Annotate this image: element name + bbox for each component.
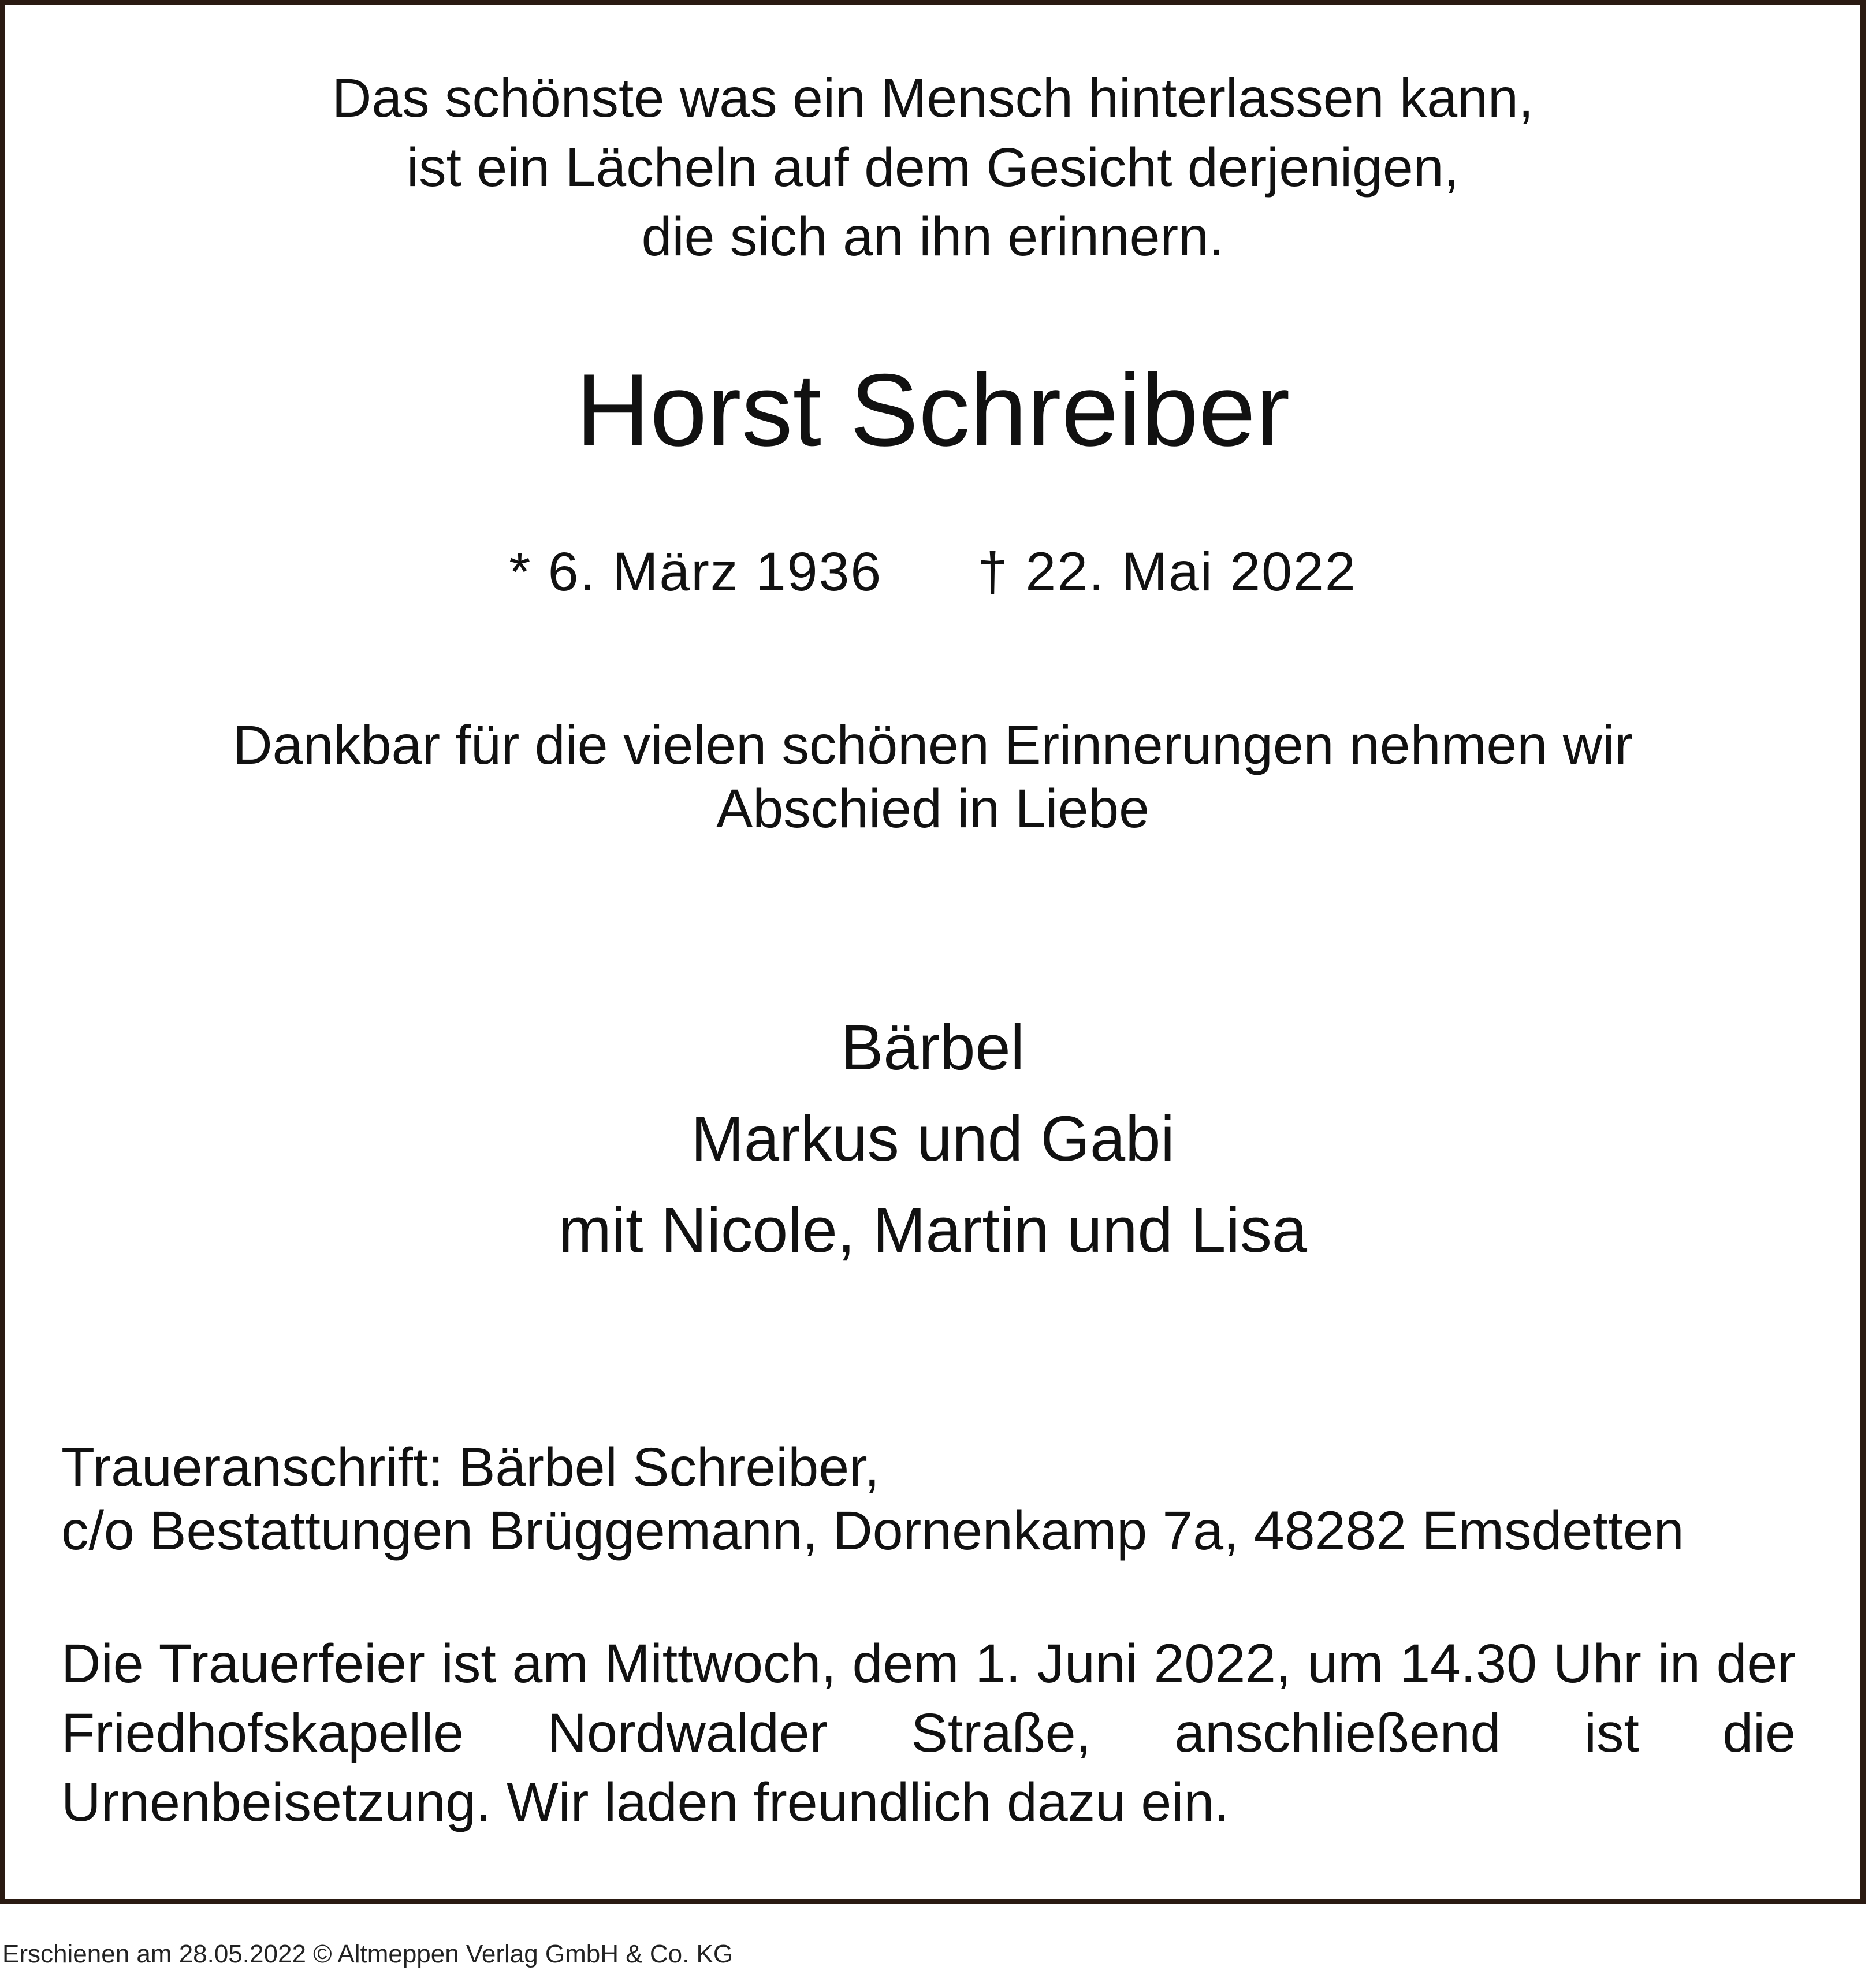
funeral-service-info: Die Trauerfeier ist am Mittwoch, dem 1. Juni 2022, um 14.30 Uhr in der Friedhofskapelle Nordwalder Straße, anschließend ist die Urnenbeisetzung. Wir laden freundlich dazu ein. bbox=[61, 1633, 1796, 1833]
life-dates bbox=[0, 534, 1866, 609]
memorial-quote bbox=[0, 64, 1866, 272]
mourner-line: mit Nicole, Martin und Lisa bbox=[558, 1195, 1308, 1266]
deceased-name: Horst Schreiber bbox=[575, 352, 1290, 467]
thanks-line: Abschied in Liebe bbox=[716, 778, 1149, 839]
quote-line: ist ein Lächeln auf dem Gesicht derjenigen, bbox=[407, 137, 1459, 198]
mourner-line: Markus und Gabi bbox=[691, 1103, 1175, 1174]
mourners-list bbox=[0, 1002, 1866, 1276]
quote-line: Das schönste was ein Mensch hinterlassen kann, bbox=[332, 68, 1534, 129]
address-line: c/o Bestattungen Brüggemann, Dornenkamp 7a, 48282 Emsdetten bbox=[61, 1500, 1684, 1561]
publication-footer: Erschienen am 28.05.2022 © Altmeppen Verlag GmbH & Co. KG bbox=[2, 1940, 734, 1968]
death-date: † 22. Mai 2022 bbox=[977, 541, 1357, 603]
address-line: Traueranschrift: Bärbel Schreiber, bbox=[61, 1437, 880, 1498]
birth-date: * 6. März 1936 bbox=[509, 541, 883, 603]
quote-line: die sich an ihn erinnern. bbox=[641, 206, 1224, 267]
mourner-line: Bärbel bbox=[841, 1012, 1025, 1083]
mourning-address bbox=[61, 1436, 1796, 1563]
thanks-line: Dankbar für die vielen schönen Erinnerungen nehmen wir bbox=[233, 715, 1633, 776]
thanks-text bbox=[0, 713, 1866, 841]
